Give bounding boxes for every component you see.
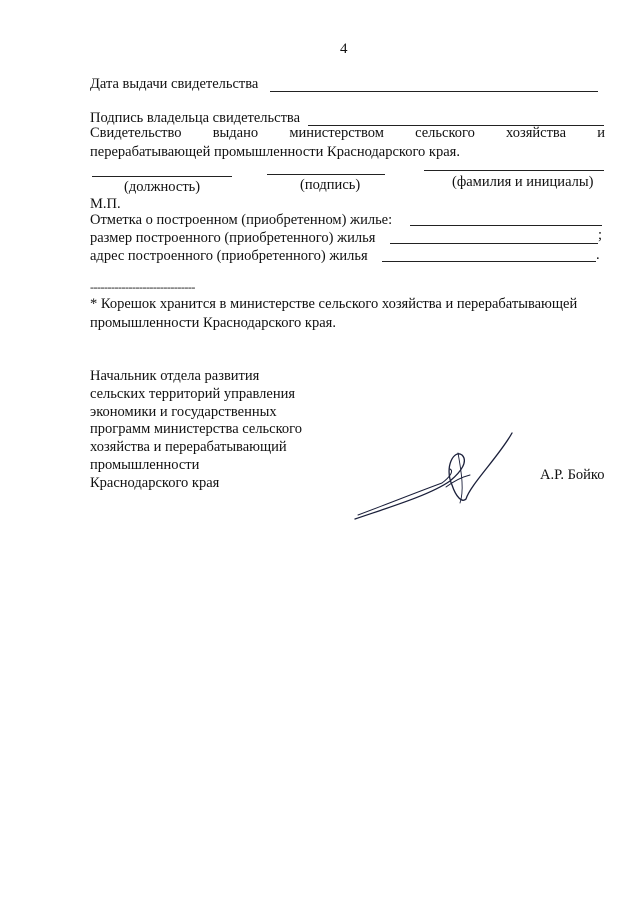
issued-by-word: хозяйства bbox=[506, 125, 567, 141]
issued-by-word: и bbox=[597, 125, 605, 141]
issued-by-line1 bbox=[90, 126, 605, 141]
issued-by-word: Свидетельство bbox=[90, 125, 182, 141]
signatory-title bbox=[90, 368, 302, 493]
signature-field[interactable] bbox=[267, 174, 385, 175]
handwritten-signature bbox=[350, 425, 520, 525]
signatory-title-line: Краснодарского края bbox=[90, 474, 220, 491]
caption-signature: (подпись) bbox=[300, 177, 361, 193]
signatory-title-line: Начальник отдела развития bbox=[90, 368, 260, 384]
signatory-title-line: экономики и государственных bbox=[90, 403, 277, 420]
housing-size-field[interactable] bbox=[390, 243, 598, 244]
name-field[interactable] bbox=[424, 170, 604, 171]
housing-mark-field[interactable] bbox=[410, 225, 602, 226]
signatory-title-line: промышленности bbox=[90, 456, 200, 473]
issued-by-line2: перерабатывающей промышленности Краснодарского края. bbox=[90, 144, 460, 160]
housing-size-label: размер построенного (приобретенного) жилья bbox=[90, 230, 376, 246]
issued-by-word: выдано bbox=[212, 125, 259, 141]
housing-address-field[interactable] bbox=[382, 261, 596, 262]
footnote-line2: промышленности Краснодарского края. bbox=[90, 315, 336, 331]
owner-signature-label: Подпись владельца свидетельства bbox=[90, 110, 301, 126]
page-number: 4 bbox=[340, 41, 348, 57]
signatory-name: А.Р. Бойко bbox=[540, 467, 605, 483]
issued-by-word: министерством bbox=[289, 125, 384, 141]
footnote-line1: * Корешок хранится в министерстве сельского хозяйства и перерабатывающей bbox=[90, 296, 578, 312]
footnote-separator: ------------------------------ bbox=[90, 280, 195, 294]
housing-size-end: ; bbox=[598, 227, 603, 243]
issued-by-word: сельского bbox=[415, 125, 475, 141]
issue-date-field[interactable] bbox=[270, 91, 598, 92]
housing-address-label: адрес построенного (приобретенного) жилья bbox=[90, 248, 368, 264]
stamp-place: М.П. bbox=[90, 196, 121, 212]
signatory-title-line: сельских территорий управления bbox=[90, 385, 296, 402]
signatory-title-line: программ министерства сельского bbox=[90, 421, 302, 438]
caption-name: (фамилия и инициалы) bbox=[452, 174, 594, 190]
signatory-title-line: хозяйства и перерабатывающий bbox=[90, 439, 287, 456]
caption-position: (должность) bbox=[124, 179, 201, 195]
position-field[interactable] bbox=[92, 176, 232, 177]
housing-mark-label: Отметка о построенном (приобретенном) жилье: bbox=[90, 212, 393, 228]
issue-date-label: Дата выдачи свидетельства bbox=[90, 76, 259, 92]
housing-address-end: . bbox=[596, 247, 600, 263]
